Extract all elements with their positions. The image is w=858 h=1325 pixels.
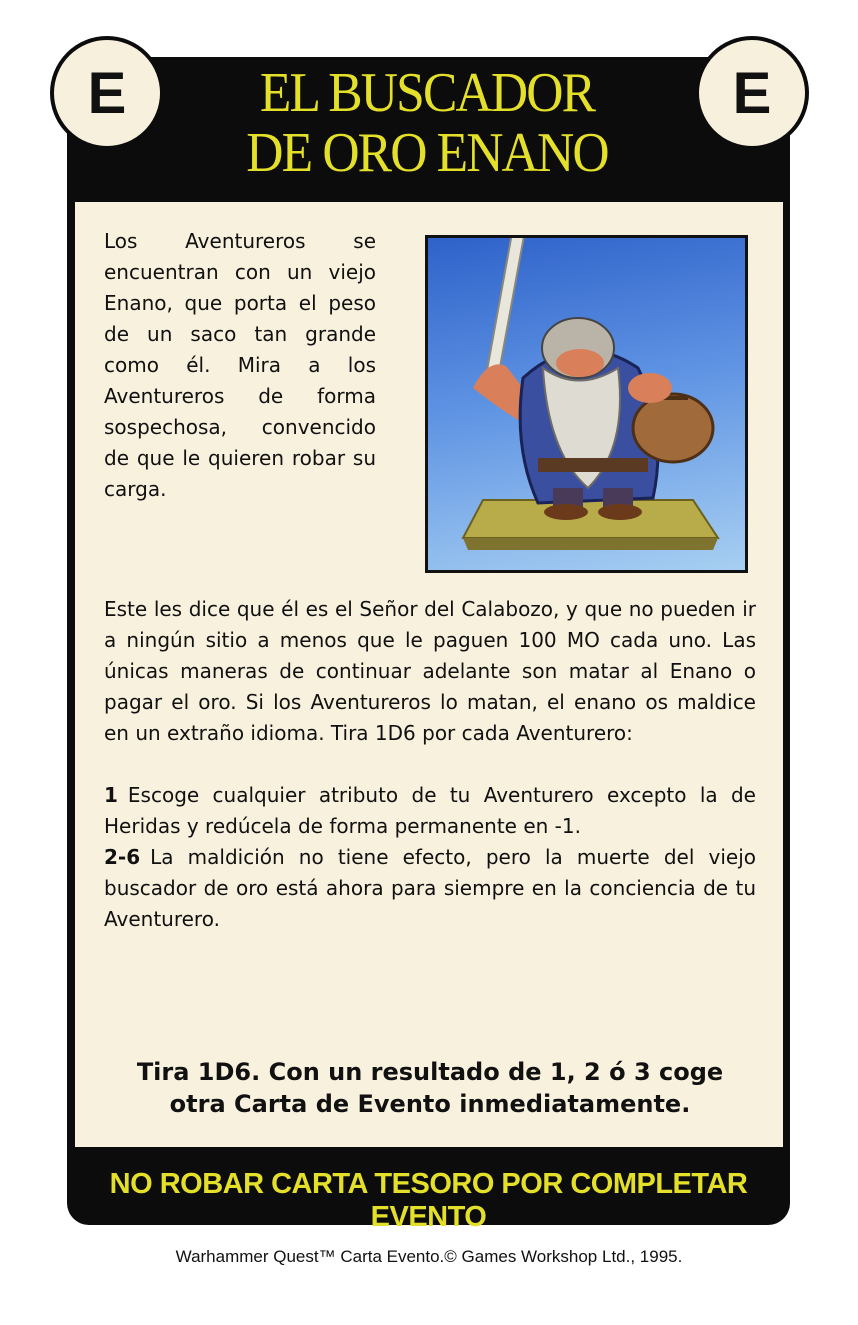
dwarf-miniature-icon — [428, 238, 745, 570]
event-body — [104, 594, 756, 935]
roll-instruction-line-2: otra Carta de Evento inmediatamente. — [169, 1090, 691, 1118]
roll-instruction-line-1: Tira 1D6. Con un resultado de 1, 2 ó 3 coge — [136, 1058, 724, 1086]
event-badge-right: E — [695, 36, 809, 150]
result-1-roll: 1 — [104, 783, 118, 807]
title-line-1: EL BUSCADOR — [259, 62, 595, 124]
result-2 — [104, 842, 756, 935]
footer-band — [67, 1150, 790, 1233]
event-badge-left: E — [50, 36, 164, 150]
roll-instruction — [90, 1056, 770, 1120]
result-1-text: Escoge cualquier atributo de tu Aventurero excepto la de Heridas y redúcela de forma permanente en -1. — [104, 783, 756, 838]
footer-notice: NO ROBAR CARTA TESORO POR COMPLETAR EVENTO — [109, 1168, 748, 1233]
result-2-text: La maldición no tiene efecto, pero la muerte del viejo buscador de oro está ahora para siempre en la conciencia de tu Aventurero. — [104, 845, 756, 931]
copyright-line: Warhammer Quest™ Carta Evento.© Games Workshop Ltd., 1995. — [175, 1247, 683, 1266]
event-paragraph: Este les dice que él es el Señor del Calabozo, y que no pueden ir a ningún sitio a menos que le paguen 100 MO cada uno. Las únicas maneras de continuar adelante son matar al Enano o pagar el oro. Si los Aventureros lo matan, el enano os maldice en un extraño idioma. Tira 1D6 por cada Aventurero: — [104, 597, 756, 745]
card-title — [225, 63, 630, 183]
title-band — [67, 57, 790, 197]
result-2-roll: 2-6 — [104, 845, 141, 869]
dwarf-miniature-image — [425, 235, 748, 573]
intro-text: Los Aventureros se encuentran con un viejo Enano, que porta el peso de un saco tan grande como él. Mira a los Aventureros de forma sospechosa, convencido de que le quieren robar su carga. — [104, 229, 376, 501]
title-line-2: DE ORO ENANO — [246, 122, 608, 184]
result-1 — [104, 780, 756, 842]
